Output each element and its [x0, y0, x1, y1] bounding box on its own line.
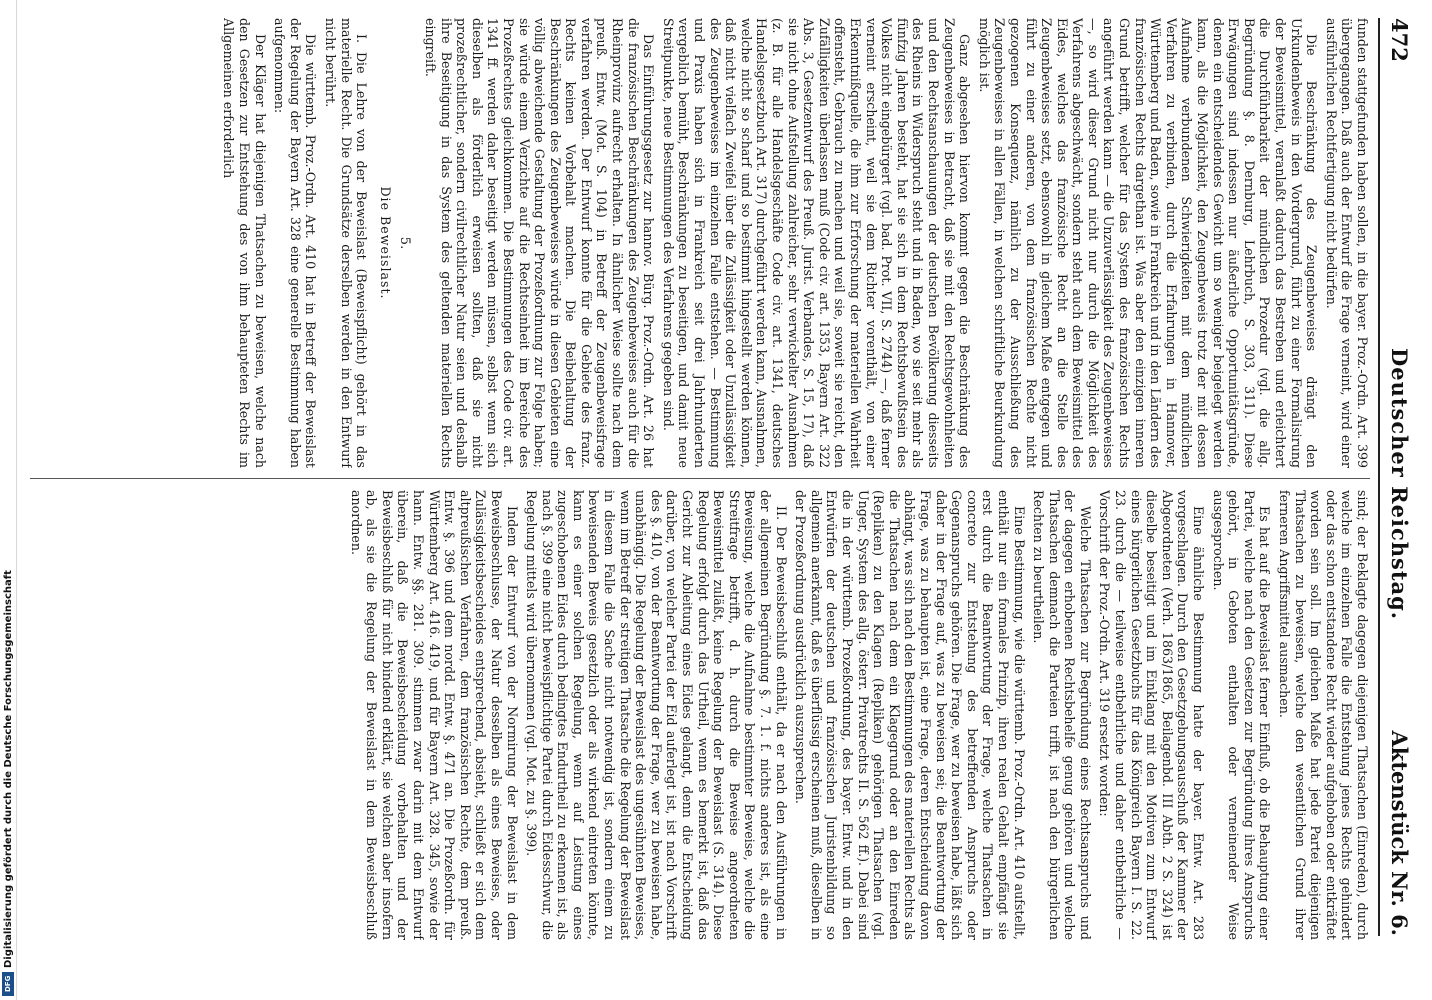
running-head: [1378, 18, 1414, 936]
paragraph: Das Einführungsgesetz zur hannov. Bürg. Proz.-Ordn. Art. 26 hat die französischen Beschränkungen des Zeugenbeweises auch für die Rheinprovinz aufrecht erhalten. In ähnlicher Weise sollte nach dem preuß. Entw. (Mot. S. 104) in Betreff der Zeugenbeweisfrage verfahren werden. Der Entwurf konnte für die Gebiete des franz. Rechts keinen Vorbehalt machen. Die Beibehaltung der Beschränkungen des Zeugenbeweises würde in diesen Gebieten eine völlig abweichende Gestaltung der Prozeßordnung zur Folge haben; sie würde einem Verzichte auf die Rechtseinheit im Bereiche des Prozeßrechtes gleichkommen. Die Bestimmungen des Code civ. art. 1341 ff. werden daher beseitigt werden müssen, selbst wenn sich dieselben als förderlich erweisen sollten, daß sie nicht prozeßrechtlicher, sondern civilrechtlicher Natur seien und deshalb ihre Beseitigung in das System des geltenden materiellen Rechts eingreift.: [422, 18, 657, 468]
paragraph: Indem der Entwurf von der Normirung der Beweislast in dem Beweisbeschlusse, der Natur desselben als eines Beweises, oder Zulässigkeitsbescheides entsprechend, absieht, schließt er sich dem altpreußischen Verfahren, dem französischen Rechte, dem preuß. Entw. §. 396 und dem nordd. Entw. §. 471 an. Die Prozeßordn. für Württemberg Art. 416. 419, und für Bayern Art. 328. 345, sowie der hann. Entw. §§. 281. 309. stimmen zwar darin mit dem Entwurf überein, daß die Beweisbescheidung vorbehalten und der Beweisbeschluß für nicht bindend erklärt, sie welchen aber insofern ab, als sie die Regelung der Beweislast in dem Beweisbeschluß anordnen.: [348, 490, 520, 940]
paragraph: Eine ähnliche Bestimmung hatte der bayer. Entw. Art. 283 vorgeschlagen. Durch den Gesetzgebungsausschuß der Kammer der Abgeordneten (Verh. 1863/1865, Beilagenbd. III Abth. 2 S. 324) ist dieselbe beseitigt und im Einklang mit den Motiven zum Entwurf eines bürgerlichen Gesetzbuchs für das Königreich Bayern I. S. 22. 23. durch die — teilweise entbehrliche und daher entbehrliche — Vorschrift der Proz.-Ordn. Art. 319 ersetzt worden:: [1097, 490, 1207, 940]
paragraph: Welche Thatsachen zur Begründung eines Rechtsanspruchs und der dagegen erhobenen Rechtsbehelfe genug gehören und welche Thatsachen demnach die Parteien trifft, ist nach den bürgerlichen Rechten zu beurtheilen.: [1031, 490, 1093, 940]
digitization-credit: Digitalisierung gefördert durch die Deutsche Forschungsgemeinschaft: [3, 570, 14, 968]
dfg-logo: DFG: [2, 972, 14, 996]
right-column: [30, 490, 1370, 940]
paragraph: Der Kläger hat diejenigen Thatsachen zu beweisen, welche nach den Gesetzen zur Entstehung des von ihm behaupteten Rechts im Allgemeinen erforderlich: [221, 18, 268, 468]
paragraph: Eine Bestimmung, wie die württemb. Proz.-Ordn. Art. 410 aufstellt, enthält nur ein formales Prinzip, ihren realen Gehalt empfängt sie erst durch die Beantwortung der Frage, welche Thatsachen in concreto zur Entstehung des betreffenden Anspruchs oder Gegenanspruchs gehören. Die Frage, wer zu beweisen habe, läßt sich daher in der Frage auf, was zu beweisen sei; die Beantwortung der Frage, was zu behaupten ist, eine Frage, deren Entscheidung davon abhängt, was sich nach den Bestimmungen des materiellen Rechts als die Thatsachen nach dem ein Klagegrund oder an den Einreden (Repliken) zu den Klagen (Repliken) gehörigen Thatsachen (vgl. Unger, System des allg. österr. Privatrechts II. S. 562 ff.). Dabei sind die in der württemb. Prozeßordnung, des bayer. Entw. und in den Entwürfen der deutschen und französischen Juristenbildung so allgemein anerkannt, daß es überflüssig erscheinen muß, dieselben in der Prozeßordnung ausdrücklich auszusprechen.: [793, 490, 1027, 940]
page-number: 472: [1387, 18, 1412, 62]
paragraph: II. Der Beweisbeschluß enthält, da er nach den Ausführungen in der allgemeinen Begründung §. 7. 1. f. nichts anderes ist, als eine Beweisung, welche die Aufnahme bestimmter Beweise, welche die Streitfrage betrifft, d. h. durch die Beweise angeordneten Beweismittel zuläßt, keine Regelung der Beweislast (S. 314). Diese Regelung erfolgt durch das Urtheil, wenn es bemerkt ist, daß das Gericht zur Ableitung eines Eides gelangt, denn die Entscheidung darüber, von welcher Partei der Eid auferlegt ist, ist nach Vorschrift des §. 410, von der Beantwortung der Frage, wer zu beweisen habe, unabhängig. Die Regelung der Beweislast des ungesühnten Beweises, wenn im Betreff der streitigen Thatsache die Regelung der Beweislast in diesem Falle die Sache nicht notwendig ist, sondern einem zu beweisenden Beweis gesetzlich oder als wirkend eintreten könnte, kann es einer solchen Regelung, wenn auf Leistung eines zugeschobenen Eides durch bedingtes Endurtheil zu erkennen ist, als nach §. 399 eine nicht beweispflichtige Partei durch Eidesschwur, die Regelung mittels wird übernommen (vgl. Mot. zu §. 399).: [524, 490, 789, 940]
left-column: [30, 18, 1370, 468]
paragraph: sind; der Beklagte dagegen diejenigen Thatsachen (Einreden), durch welche im einzelnen Falle die Entstehung jenes Rechts gehindert oder das schon entstandene Recht wieder aufgehoben oder entkräftet worden sein soll. Im gleichen Maße hat jede Partei diejenigen Thatsachen zu beweisen, welche den wesentlichen Grund ihrer ferneren Angriffsmittel ausmachen.: [1277, 490, 1370, 940]
paragraph: Die württemb. Proz.-Ordn. Art. 410 hat in Betreff der Beweislast der Regelung der Bayern Art. 328 eine generelle Bestimmung haben aufgenommen:: [272, 18, 319, 468]
section-heading: Die Beweislast.: [377, 186, 393, 300]
page-title: Deutscher Reichstag.: [1387, 348, 1412, 621]
section-number: 5.: [397, 236, 413, 250]
paragraph: funden stattgefunden haben sollen, in die bayer. Proz.-Ordn. Art. 399 übergegangen. Daß auch der Entwurf die Frage verneint, wird einer ausführlichen Rechtfertigung nicht bedürfen.: [1323, 18, 1370, 468]
paragraph: Ganz abgesehen hiervon kommt gegen die Beschränkung des Zeugenbeweises in Betracht, daß sie mit den Rechtsgewohnheiten und den Rechtsanschauungen der deutschen Bevölkerung diesseits des Rheins in Widerspruch steht und in Baden, wo sie seit mehr als fünfzig Jahren besteht, hat sie sich in dem Rechtsbewußtsein des Volkes nicht eingebürgert (vgl. bad. Prot. VII, S. 2744) —, daß ferner verneint erscheint, weil sie dem Richter vorenthält, von einer Erkenntnißquelle, die ihm zur Erforschung der materiellen Wahrheit offensteht, Gebrauch zu machen und weil sie, soweit sie reicht, den Zufälligkeiten überlassen muß (Code civ. art. 1353, Bayern Art. 322 Abs. 3, Gesetzentwurf des Preuß. Jurist. Verbandes, S. 15, 17), daß sie nicht ohne Aufstellung zahlreicher, sehr verwickelter Ausnahmen (z. B. für alle Handelsgeschäfte Code civ. art. 1341, deutsches Handelsgesetzbuch Art. 317) durchgeführt werden kann, Ausnahmen, welche nicht so scharf und so bestimmt hingestellt werden können, daß nicht vielfach Zweifel über die Zulässigkeit oder Unzulässigkeit des Zeugenbeweises im einzelnen Falle entstehen. — Bestimmung und Praxis haben sich in Frankreich seit drei Jahrhunderten vergeblich bemüht, Beschränkungen zu beseitigen, und damit neue Streitpunkte, neue Bestimmungen des Verfahrens gegeben sind.: [660, 18, 973, 468]
paragraph: Es hat auf die Beweislast ferner Einfluß, ob die Behauptung einer Partei, welche nach den Gesetzen zur Begründung ihres Anspruchs gehört, in Geboten enthalten oder verneinender Weise ausgesprochen.: [1210, 490, 1273, 940]
document-reference: Aktenstück Nr. 6.: [1387, 730, 1412, 936]
paragraph: Die Beschränkung des Zeugenbeweises drängt den Urkundenbeweis in den Vordergrund, führt zu einer Formalisirung der Beweismittel, veranlaßt dadurch das Bestreben und erleichtert die Durchführbarkeit der mündlichen Prozedur (vgl. die allg. Begründung §. 8. Dernburg, Lehrbuch, S. 303, 311). Diese Erwägungen sind indessen nur äußerliche Opportunitätsgründe, denen ein entscheidendes Gewicht um so weniger beigelegt werden kann, als die Möglichkeit, den Zeugenbeweis trotz der mit dessen Aufnahme verbundenen Schwierigkeiten mit dem mündlichen Verfahren zu verbinden, durch die Erfahrungen in Hannover, Württemberg und Baden, sowie in Frankreich und in den Ländern des französischen Rechts dargethan ist. Was aber den einzigen inneren Grund betrifft, welcher für das System des französischen Rechts angeführt werden kann — die Unzuverlässigkeit des Zeugenbeweises —, so wird dieser Grund nicht nur durch die Möglichkeit des Verfahrens abgeschwächt, sondern steht auch dem Beweismittel des Eides, welches das französische Recht an die Stelle des Zeugenbeweises setzt, ebensowohl in gleichem Maße entgegen und führt zu einer anderen, von dem französischen Rechte nicht gezogenen Konsequenz, nämlich zu der Ausschließung des Zeugenbeweises in allen Fällen, in welchen schriftliche Beurkundung möglich ist.: [976, 18, 1320, 468]
column-divider: [30, 478, 1370, 479]
paragraph: I. Die Lehre von der Beweislast (Beweispflicht) gehört in das materielle Recht. Die Grundsätze derselben werden in den Entwurf nicht berührt.: [323, 18, 370, 468]
